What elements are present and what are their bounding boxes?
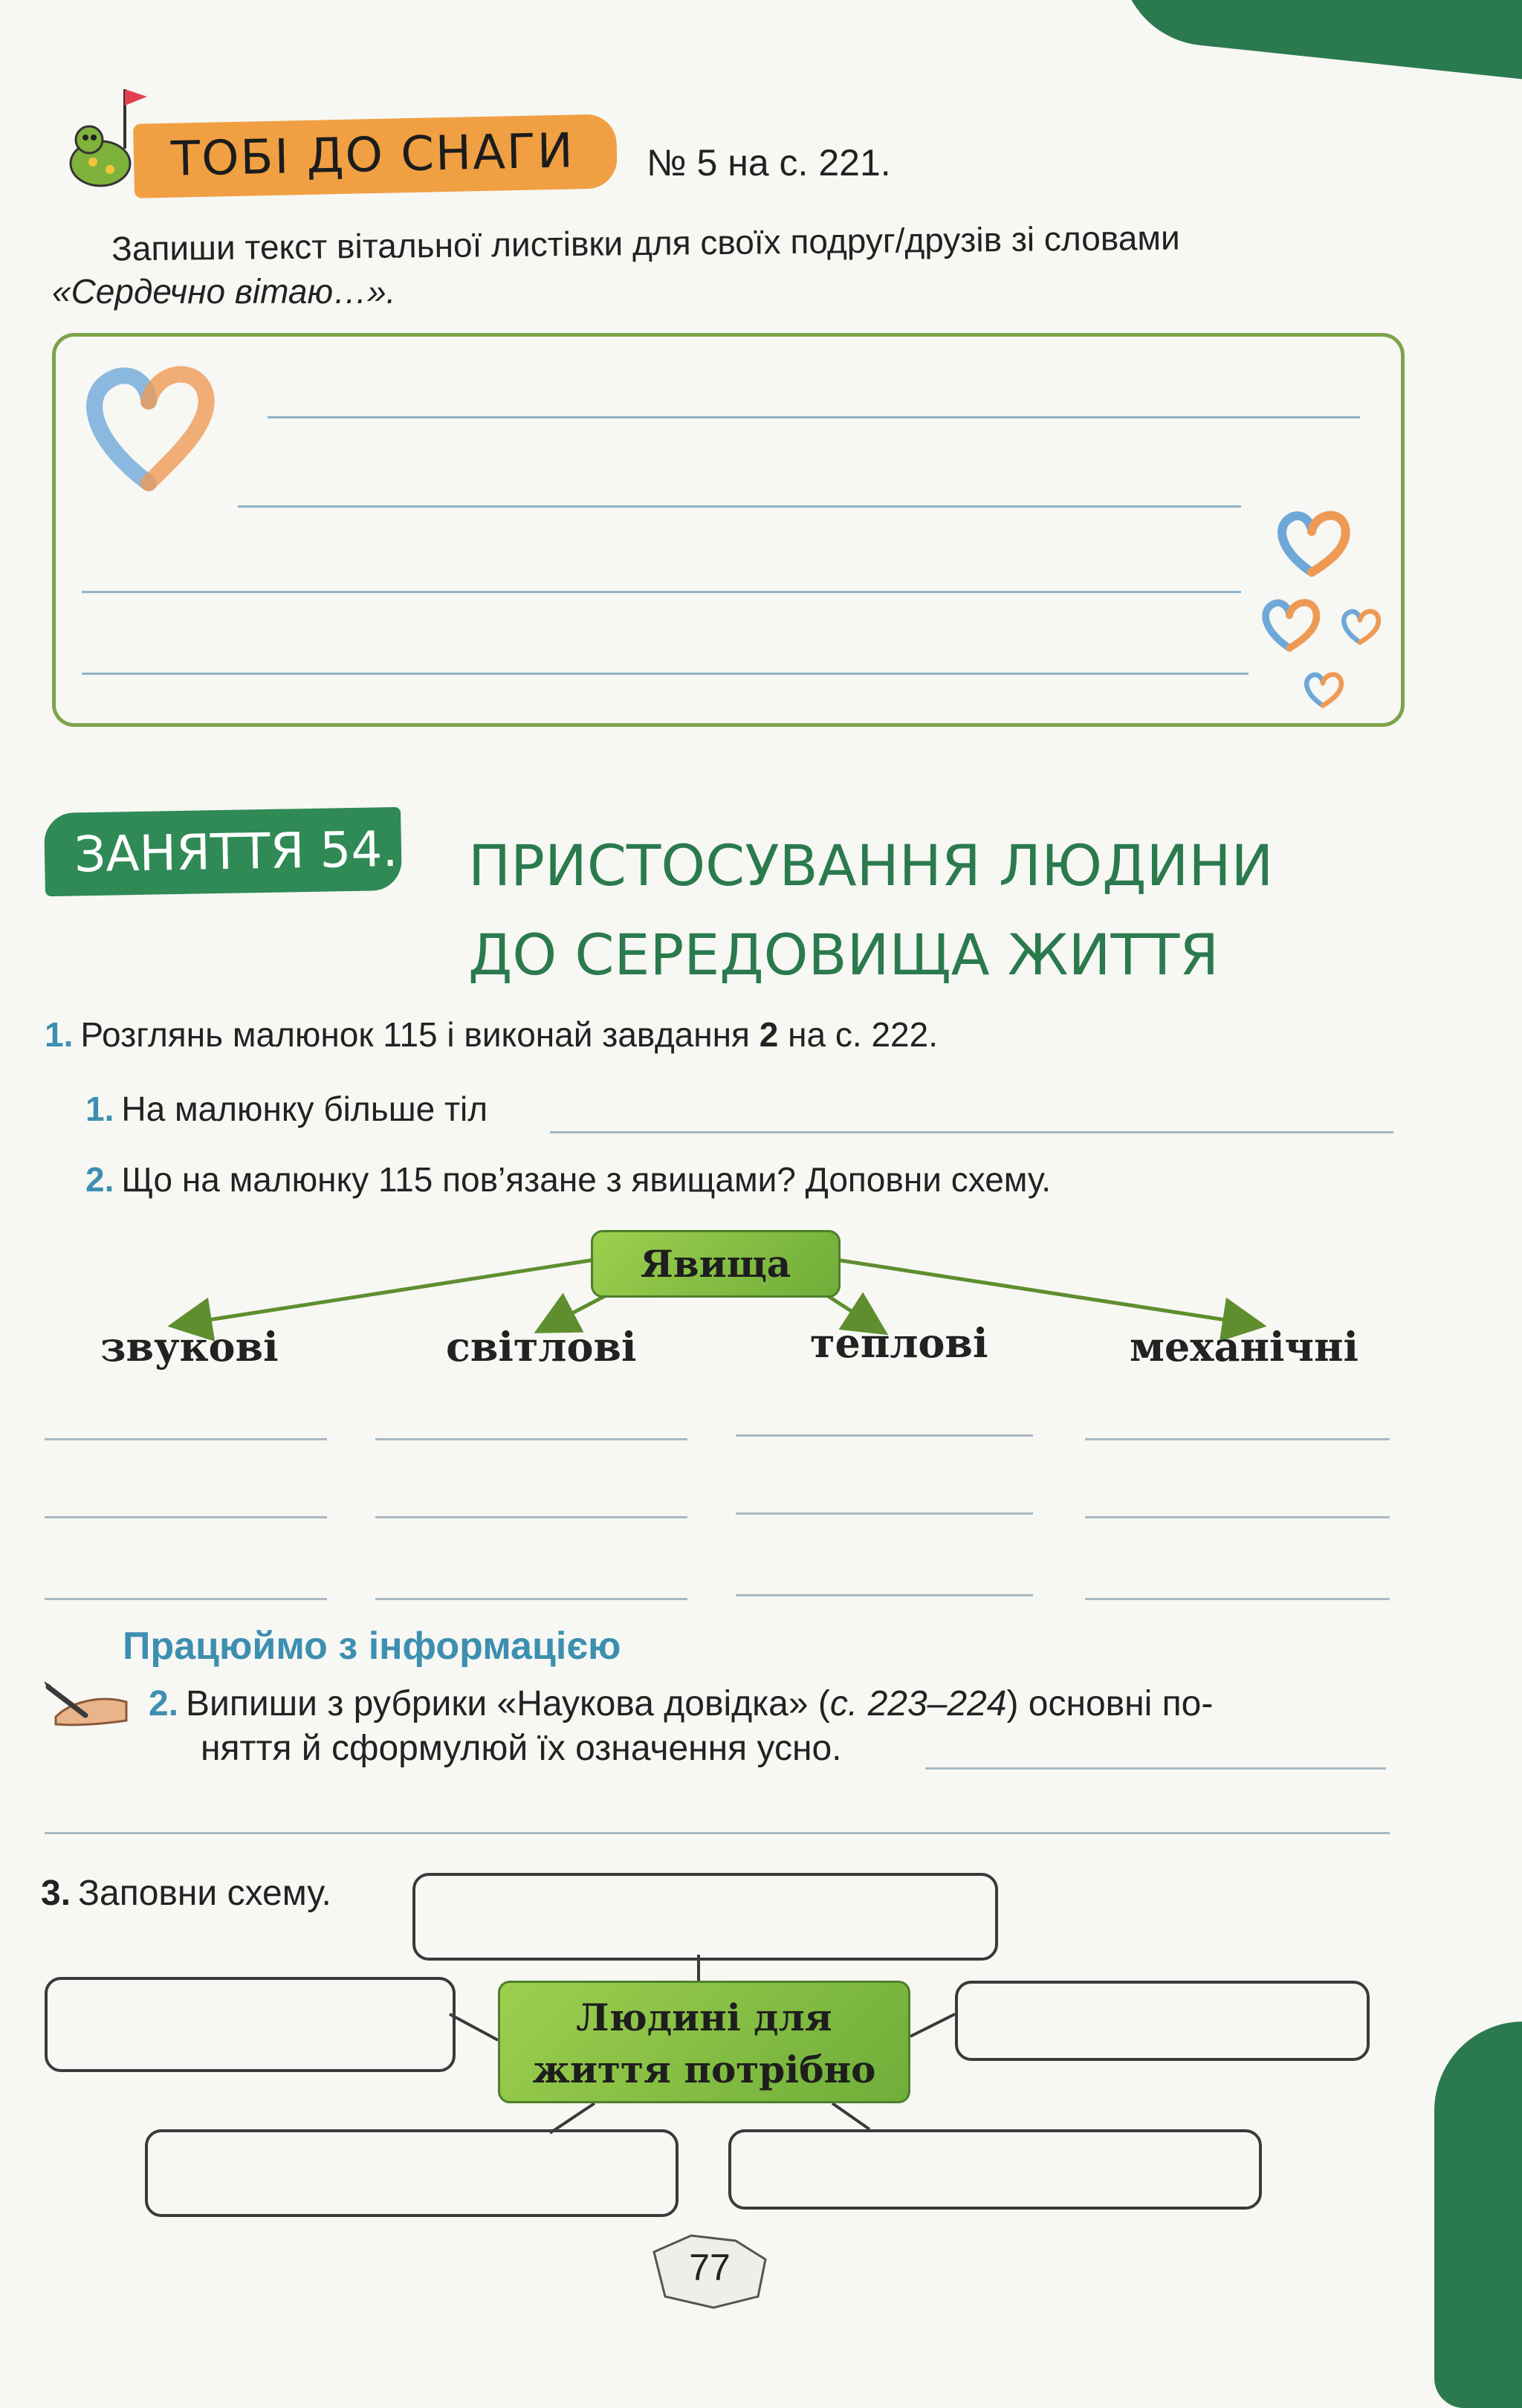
task1-number: 1. — [45, 1015, 74, 1054]
scheme2-answer-box[interactable] — [412, 1873, 998, 1961]
task1-text-b: на с. 222. — [778, 1015, 938, 1054]
scheme1-branch: світлові — [446, 1323, 637, 1370]
card-task-line1: Запиши текст вітальної листівки для своїх подруг/друзів зі словами — [111, 218, 1180, 268]
page-number: 77 — [689, 2247, 731, 2288]
task1-sub1-number: 1. — [85, 1090, 114, 1128]
section-heading: Працюймо з інформацією — [123, 1625, 621, 1668]
lesson-title-line1: ПРИСТОСУВАННЯ ЛЮДИНИ — [468, 832, 1274, 899]
task1-text-bold: 2 — [759, 1015, 779, 1054]
scheme1-branch: звукові — [100, 1323, 279, 1370]
task1-text-a: Розглянь малюнок 115 і виконай завдання — [80, 1015, 760, 1054]
scheme1-branch: теплові — [810, 1319, 988, 1367]
scheme2-center — [498, 1981, 910, 2103]
task1-sub1-text: На малюнку більше тіл — [121, 1090, 488, 1128]
page-number-badge — [647, 2230, 773, 2311]
task2-text-a: Випиши з рубрики «Наукова довідка» ( — [186, 1684, 830, 1724]
task2-line2: няття й сформулюй їх означення усно. — [201, 1729, 842, 1768]
scheme2-answer-box[interactable] — [955, 1981, 1370, 2061]
task1-sub2-text: Що на малюнку 115 пов’язане з явищами? Доповни схему. — [121, 1160, 1052, 1199]
reference-text: № 5 на с. 221. — [647, 142, 891, 184]
task2-text-b: ) основні по- — [1006, 1684, 1214, 1724]
task2-number: 2. — [149, 1684, 179, 1724]
scheme1-root: Явища — [591, 1230, 841, 1298]
scheme2-center-line1: Людині для — [576, 1996, 832, 2039]
lesson-badge-label: ЗАНЯТТЯ 54. — [74, 820, 399, 884]
scheme2-center-line2: життя потрібно — [532, 2048, 876, 2091]
lesson-title-line2: ДО СЕРЕДОВИЩА ЖИТТЯ — [468, 922, 1220, 988]
scheme2-answer-box[interactable] — [145, 2129, 679, 2217]
task2-text-italic: с. 223–224 — [829, 1684, 1007, 1724]
scheme2-answer-box[interactable] — [45, 1977, 456, 2072]
task3-label: Заповни схему. — [78, 1874, 331, 1913]
card-task-line2: «Сердечно вітаю…». — [52, 272, 396, 311]
scheme1-branch: механічні — [1130, 1323, 1359, 1370]
section-badge-label: ТОБІ ДО СНАГИ — [170, 123, 575, 187]
scheme2-answer-box[interactable] — [728, 2129, 1262, 2210]
task1-sub2-number: 2. — [85, 1160, 114, 1199]
task3-number: 3. — [41, 1874, 71, 1913]
